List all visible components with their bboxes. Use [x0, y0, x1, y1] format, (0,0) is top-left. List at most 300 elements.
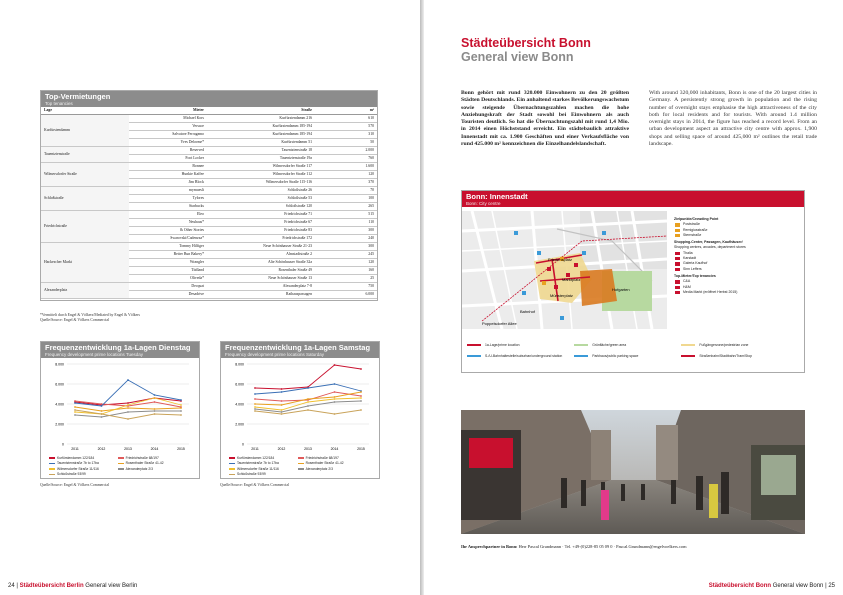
- chart-point: [307, 401, 309, 403]
- table-cell-lage: Wilmersdorfer Straße: [41, 163, 129, 187]
- table-row: [41, 115, 377, 123]
- map-legend-item: [681, 352, 788, 360]
- table-cell: Schloßstraße 120: [207, 203, 315, 211]
- right-page-number: 25: [828, 583, 835, 589]
- table-row: [41, 147, 377, 155]
- chart-point: [101, 405, 103, 407]
- chart-y-tick: 2.000: [55, 422, 64, 427]
- chart-legend-item: [49, 467, 118, 471]
- map-key-swatch: [675, 268, 680, 271]
- map-key-swatch: [675, 252, 680, 255]
- table-cell: Bonnee: [129, 163, 207, 171]
- tenancies-table: [41, 107, 377, 299]
- left-footer: 24 | Städteübersicht Berlin General view Berlin: [8, 583, 138, 589]
- chart-point: [360, 400, 362, 402]
- chart-x-tick: 2012: [97, 447, 106, 451]
- table-cell: Friedrichstraße 172: [207, 235, 315, 243]
- chart-point: [307, 409, 309, 411]
- table-cell: mymuesli: [129, 187, 207, 195]
- chart-point: [254, 410, 256, 412]
- right-footer-title: Städteübersicht Bonn: [708, 583, 772, 589]
- chart-y-tick: 0: [242, 442, 244, 447]
- map-key-label: Galeria Kaufhof: [683, 261, 708, 266]
- chart-point: [74, 400, 76, 402]
- map-legend-item: [467, 352, 574, 360]
- chart-legend-swatch: [298, 468, 304, 470]
- chart-legend-swatch: [118, 463, 124, 465]
- chart-y-tick: 4.000: [55, 402, 64, 407]
- table-cell: Rosenthaler Straße 49: [207, 267, 315, 275]
- chart-y-tick: 8.000: [235, 362, 244, 367]
- map-key-label: H&M: [683, 284, 691, 289]
- map-key-label: Remigiusstraße: [683, 227, 708, 232]
- page-subtitle: General view Bonn: [461, 50, 574, 64]
- chart-legend-item: [118, 467, 187, 471]
- map-key-label: Media Markt (eröffnet Herbst 2015): [683, 289, 738, 294]
- chart-saturday-title: Frequenzentwicklung 1a-Lagen Samstag: [225, 343, 371, 352]
- chart-point: [154, 410, 156, 412]
- chart-legend-label: Rosenthaler Straße 41-42: [125, 461, 164, 466]
- map-key-swatch: [675, 229, 680, 232]
- table-cell: Almstadtstraße 2: [207, 251, 315, 259]
- chart-legend-swatch: [118, 468, 124, 470]
- map-key-swatch: [675, 291, 680, 294]
- chart-legend-item: [298, 461, 367, 465]
- table-cell-lage: Hackescher Markt: [41, 243, 129, 283]
- table-cell: 240: [315, 235, 377, 243]
- chart-x-tick: 2014: [150, 447, 159, 451]
- chart-legend-swatch: [49, 468, 55, 470]
- map-key-label: Poststraße: [683, 222, 700, 227]
- table-cell: Versace: [129, 123, 207, 131]
- chart-point: [281, 400, 283, 402]
- map-label-poppelsdorfer-allee: Poppelsdorfer Allee: [482, 321, 517, 326]
- chart-point: [254, 408, 256, 410]
- contact-details: Herr Pascal Grundmann · Tel. +49-(0)228-85 05 09 0 · Pascal.Grundmann@engelvoelkers.com: [517, 544, 687, 549]
- table-notes: [40, 313, 140, 323]
- table-cell-lage: Friedrichstraße: [41, 211, 129, 243]
- chart-x-tick: 2011: [71, 447, 79, 451]
- table-cell: Neue Schönhauser Straße 13: [207, 275, 315, 283]
- tenancies-table-header: [41, 91, 377, 107]
- city-map[interactable]: [462, 211, 667, 329]
- chart-legend-swatch: [49, 457, 55, 459]
- table-cell: 50: [315, 139, 377, 147]
- chart-point: [307, 387, 309, 389]
- chart-point: [360, 391, 362, 393]
- table-cell: Friedrichstraße 67: [207, 219, 315, 227]
- chart-saturday-subtitle: Frequency development prime locations Saturday: [225, 351, 325, 357]
- chart-x-tick: 2013: [124, 447, 132, 451]
- table-cell: 760: [315, 155, 377, 163]
- chart-saturday-header: [221, 342, 379, 358]
- table-cell: 515: [315, 211, 377, 219]
- chart-point: [334, 398, 336, 400]
- table-cell: 2.000: [315, 147, 377, 155]
- chart-legend-item: [118, 456, 187, 460]
- table-cell: Yves Delorme*: [129, 139, 207, 147]
- map-legend-label: S-/U-Bahnhaltestelle/suburban/underground station: [485, 354, 563, 358]
- table-cell: 110: [315, 219, 377, 227]
- contact-line: [461, 544, 687, 549]
- chart-point: [334, 383, 336, 385]
- map-key-item: [674, 290, 802, 295]
- city-map-graphic: [462, 211, 667, 329]
- chart-legend-swatch: [229, 468, 235, 470]
- chart-legend-item: [298, 467, 367, 471]
- chart-legend-swatch: [229, 457, 235, 459]
- chart-legend-item: [298, 456, 367, 460]
- map-box: [461, 190, 805, 373]
- chart-point: [180, 404, 182, 406]
- table-cell: Alte Schönhauser Straße 32a: [207, 259, 315, 267]
- contact-label: Ihr Ansprechpartner in Bonn:: [461, 544, 518, 549]
- chart-saturday: [220, 341, 380, 479]
- table-cell: Friedrichstraße 83: [207, 227, 315, 235]
- left-footer-subtitle: General view Berlin: [85, 583, 138, 589]
- chart-legend-swatch: [229, 463, 235, 465]
- chart-legend-item: [229, 461, 298, 465]
- table-cell: Decquat: [129, 283, 207, 291]
- chart-point: [127, 404, 129, 406]
- table-row: [41, 211, 377, 219]
- chart-point: [127, 407, 129, 409]
- chart-point: [360, 395, 362, 397]
- chart-saturday-source: Quelle/Source: Engel & Völkers Commercial: [220, 483, 290, 487]
- table-cell: 6.000: [315, 291, 377, 299]
- table-cell: Rathauspassagen: [207, 291, 315, 299]
- table-cell: 265: [315, 203, 377, 211]
- map-label-marktplatz: Marktplatz: [562, 277, 581, 282]
- chart-legend-item: [49, 456, 118, 460]
- map-key-swatch: [675, 286, 680, 289]
- chart-point: [307, 398, 309, 400]
- chart-legend-label: Friedrichstraße 68/197: [305, 456, 339, 460]
- map-key-label: Sinn Leffers: [683, 266, 702, 271]
- chart-legend-label: Kurfürstendamm 122/184: [237, 456, 275, 460]
- map-key-label: C&A: [683, 279, 691, 284]
- chart-point: [180, 410, 182, 412]
- chart-tuesday-plot: [41, 358, 199, 456]
- chart-point: [101, 413, 103, 415]
- table-cell: 610: [315, 115, 377, 123]
- map-key-item: [674, 233, 802, 238]
- table-cell: Tommy Hilfiger: [129, 243, 207, 251]
- chart-series-line: [255, 365, 361, 389]
- map-legend-swatch: [467, 355, 481, 357]
- map-legend-swatch: [574, 355, 588, 357]
- chart-point: [154, 408, 156, 410]
- chart-point: [101, 416, 103, 418]
- table-cell: Wilmersdorfer Straße 117: [207, 163, 315, 171]
- chart-point: [307, 405, 309, 407]
- text-german: Bonn gehört mit rund 320.000 Einwohnern zu den 20 größten Städten Deutschlands. Ein anhaltend starkes Bevölkerungswachstum sowie steigende Übernachtungszahlen machen die hohe Anziehungskraft der Stadt sowohl bei Einwohnern als auch Touristen deutlich. So hat die Übernachtungszahl mit rund 1,4 Mio. in 2014 einen Höchststand erreicht. Ein städtebaulich attraktive Innenstadt mit ca. 1.900 Geschäften und einer Verkaufsfläche von rund 425.000 m² kennzeichnen die Einzelhandelslandschaft.: [461, 90, 629, 148]
- chart-legend-label: Alexanderplatz 2/3: [125, 466, 153, 471]
- table-cell: Jim Block: [129, 179, 207, 187]
- chart-legend-swatch: [298, 463, 304, 465]
- map-label-friedensplatz: Friedensplatz: [548, 257, 573, 262]
- chart-point: [154, 397, 156, 399]
- chart-point: [74, 406, 76, 408]
- street-photo: [461, 410, 805, 534]
- table-header-cell: Lage: [41, 107, 129, 115]
- chart-y-tick: 2.000: [235, 422, 244, 427]
- table-source: Quelle/Source: Engel & Völkers Commercial: [40, 318, 110, 322]
- table-cell: 300: [315, 227, 377, 235]
- map-key-list-3: [674, 279, 802, 295]
- chart-legend-item: [229, 472, 298, 476]
- chart-point: [127, 379, 129, 381]
- table-cell: Schloßstraße 53: [207, 195, 315, 203]
- table-cell: Tiidland: [129, 267, 207, 275]
- map-legend-swatch: [681, 344, 695, 346]
- chart-point: [281, 404, 283, 406]
- chart-legend-swatch: [229, 474, 235, 476]
- table-cell: 100: [315, 195, 377, 203]
- table-cell: 120: [315, 259, 377, 267]
- map-key-heading-1: Zielpunkte/Crowding Point: [674, 217, 719, 221]
- chart-legend-label: Schloßstraße 93/99: [237, 472, 266, 477]
- map-legend-label: Straßenbahn/Stadtbahn/Tram/Stop: [699, 354, 753, 358]
- chart-x-tick: 2011: [251, 447, 259, 451]
- table-cell: Oliveda*: [129, 275, 207, 283]
- chart-point: [180, 399, 182, 401]
- map-label-bahnhof: Bahnhof: [520, 309, 535, 314]
- map-legend-swatch: [467, 344, 481, 346]
- left-page: [0, 0, 420, 595]
- map-legend-label: Parkhaus/public parking space: [592, 354, 639, 358]
- chart-point: [154, 401, 156, 403]
- chart-tuesday-subtitle: Frequency development prime locations Tuesday: [45, 351, 144, 357]
- chart-legend-label: Wilmersdorfer Straße 11/116: [237, 466, 279, 471]
- chart-point: [254, 398, 256, 400]
- table-cell: 750: [315, 283, 377, 291]
- chart-point: [254, 406, 256, 408]
- chart-x-tick: 2013: [304, 447, 312, 451]
- chart-point: [101, 403, 103, 405]
- chart-y-tick: 4.000: [235, 402, 244, 407]
- tenancies-title: Top-Vermietungen: [45, 92, 111, 101]
- table-cell: Tylores: [129, 195, 207, 203]
- chart-legend-item: [118, 461, 187, 465]
- chart-point: [127, 418, 129, 420]
- chart-tuesday: [40, 341, 200, 479]
- chart-point: [281, 413, 283, 415]
- chart-tuesday-legend: [49, 456, 195, 478]
- map-legend-item: [467, 341, 574, 349]
- chart-y-tick: 6.000: [235, 382, 244, 387]
- text-english: With around 320,000 inhabitants, Bonn is one of the 20 largest cities in Germany. A persistently strong growth in population and the rising number of overnight stays emphasise the high attractiveness of the city both for local residents and for tourists. With around 1.4 million overnight stays in 2014, the figure has reached a record level. From an urban development aspect an attractive city centre with approx. 1,900 shops and selling space of around 425,000 m² outlines the retail trade landscape.: [649, 90, 817, 148]
- chart-legend-label: Alexanderplatz 2/3: [305, 466, 333, 471]
- chart-x-tick: 2014: [330, 447, 339, 451]
- table-cell: Michael Kors: [129, 115, 207, 123]
- chart-point: [281, 409, 283, 411]
- chart-legend-item: [229, 456, 298, 460]
- table-cell: 570: [315, 123, 377, 131]
- table-body: [41, 115, 377, 299]
- table-cell: Reserved: [129, 147, 207, 155]
- table-cell: Tauentzienstraße 18: [207, 147, 315, 155]
- chart-point: [101, 410, 103, 412]
- map-subtitle: Bonn: City centre: [466, 200, 501, 206]
- chart-point: [127, 411, 129, 413]
- chart-x-tick: 2015: [177, 447, 185, 451]
- chart-y-tick: 8.000: [55, 362, 64, 367]
- map-key-swatch: [675, 257, 680, 260]
- chart-point: [360, 368, 362, 370]
- chart-point: [180, 407, 182, 409]
- table-cell: Wrangler: [129, 259, 207, 267]
- chart-point: [154, 394, 156, 396]
- chart-saturday-legend: [229, 456, 375, 478]
- map-title: Bonn: Innenstadt: [466, 192, 528, 201]
- table-cell: 245: [315, 251, 377, 259]
- table-cell: Swarovski/Cadenzza*: [129, 235, 207, 243]
- chart-point: [334, 364, 336, 366]
- right-footer-subtitle: General view Bonn: [772, 583, 824, 589]
- table-header-row: [41, 107, 377, 115]
- table-cell: Kurfürstendamm 185-194: [207, 123, 315, 131]
- table-cell: 70: [315, 187, 377, 195]
- table-cell: & Other Stories: [129, 227, 207, 235]
- chart-legend-label: Schloßstraße 93/99: [57, 472, 86, 477]
- map-legend-item: [681, 341, 788, 349]
- map-header: [462, 191, 804, 207]
- table-row: [41, 187, 377, 195]
- chart-tuesday-source: Quelle/Source: Engel & Völkers Commercial: [40, 483, 110, 487]
- map-key-swatch: [675, 280, 680, 283]
- map-key-item: [674, 267, 802, 272]
- table-cell: Wilmersdorfer Straße 112: [207, 171, 315, 179]
- tenancies-table-box: [40, 90, 378, 301]
- chart-point: [254, 403, 256, 405]
- table-cell: Salvatore Ferragamo: [129, 131, 207, 139]
- left-footer-title: Städteübersicht Berlin: [19, 583, 84, 589]
- map-key: [674, 215, 802, 295]
- chart-legend-swatch: [298, 457, 304, 459]
- table-cell: Eleo: [129, 211, 207, 219]
- map-legend-swatch: [681, 355, 695, 357]
- table-cell: Foot Locker: [129, 155, 207, 163]
- map-key-swatch: [675, 262, 680, 265]
- chart-point: [334, 396, 336, 398]
- table-cell: 1.600: [315, 163, 377, 171]
- left-page-number: 24: [8, 583, 15, 589]
- table-cell: 300: [315, 243, 377, 251]
- chart-legend-label: Tauentzienstraße 7b to 17ba: [237, 461, 279, 466]
- map-legend: [467, 341, 802, 363]
- map-key-label: Sternstraße: [683, 232, 702, 237]
- street-photo-graphic: [461, 410, 805, 534]
- chart-x-tick: 2012: [277, 447, 286, 451]
- table-header-cell: m²: [315, 107, 377, 115]
- chart-legend-swatch: [49, 474, 55, 476]
- chart-point: [180, 414, 182, 416]
- chart-point: [74, 414, 76, 416]
- table-cell: 160: [315, 267, 377, 275]
- chart-point: [334, 391, 336, 393]
- map-key-heading-2: Shopping-Center, Passagen, Kaufhäuser/: [674, 240, 743, 245]
- chart-legend-label: Friedrichstraße 68/197: [125, 456, 159, 460]
- chart-point: [74, 409, 76, 411]
- table-cell-lage: Kurfürstendamm: [41, 115, 129, 147]
- chart-point: [360, 397, 362, 399]
- map-key-list-2: [674, 251, 802, 272]
- table-cell-lage: Schloßstraße: [41, 187, 129, 211]
- map-key-heading-2b: Shopping centres, arcades, department stores: [674, 245, 746, 250]
- chart-saturday-plot: [221, 358, 379, 456]
- table-cell: Kurfürstendamm 216: [207, 115, 315, 123]
- chart-legend-label: Tauentzienstraße 7b to 17ba: [57, 461, 99, 466]
- map-key-label: Karstadt: [683, 256, 697, 261]
- chart-point: [154, 413, 156, 415]
- chart-point: [334, 401, 336, 403]
- map-key-swatch: [675, 234, 680, 237]
- chart-y-tick: 6.000: [55, 382, 64, 387]
- chart-point: [281, 388, 283, 390]
- table-cell: 25: [315, 275, 377, 283]
- map-label-hofgarten: Hofgarten: [612, 287, 630, 292]
- chart-legend-item: [229, 467, 298, 471]
- chart-point: [360, 409, 362, 411]
- table-cell-lage: Tauentzienstraße: [41, 147, 129, 163]
- table-cell: Friedrichstraße 71: [207, 211, 315, 219]
- chart-point: [281, 411, 283, 413]
- table-cell: Better Bun Bakery*: [129, 251, 207, 259]
- map-legend-label: 1a-Lage/prime location: [485, 343, 520, 347]
- table-cell: Kurfürstendamm 185-194: [207, 131, 315, 139]
- map-key-label: Thalia: [683, 250, 693, 255]
- chart-point: [127, 402, 129, 404]
- map-legend-label: Fußgängerzone/pedestrian zone: [699, 343, 749, 347]
- chart-point: [74, 411, 76, 413]
- chart-point: [254, 393, 256, 395]
- table-cell: Desadrive: [129, 291, 207, 299]
- table-cell-lage: Alexanderplatz: [41, 283, 129, 299]
- chart-legend-label: Kurfürstendamm 122/184: [57, 456, 95, 460]
- table-header-cell: Straße: [207, 107, 315, 115]
- table-cell: Kurfürstendamm 51: [207, 139, 315, 147]
- chart-point: [334, 413, 336, 415]
- table-cell: Starbucks: [129, 203, 207, 211]
- table-header-cell: Mieter: [129, 107, 207, 115]
- table-cell: Alexanderplatz 7-8: [207, 283, 315, 291]
- table-row: [41, 243, 377, 251]
- map-key-list-1: [674, 222, 802, 238]
- chart-point: [254, 387, 256, 389]
- table-cell: Tauentzienstraße 19a: [207, 155, 315, 163]
- chart-point: [281, 391, 283, 393]
- table-cell: 120: [315, 171, 377, 179]
- table-row: [41, 283, 377, 291]
- tenancies-subtitle: Top tenancies: [45, 100, 73, 106]
- chart-x-tick: 2015: [357, 447, 365, 451]
- table-row: [41, 163, 377, 171]
- map-label-muensterplatz: Münsterplatz: [550, 293, 573, 298]
- table-cell: 370: [315, 179, 377, 187]
- chart-legend-swatch: [49, 463, 55, 465]
- chart-legend-swatch: [118, 457, 124, 459]
- chart-legend-item: [49, 472, 118, 476]
- chart-y-tick: 0: [62, 442, 64, 447]
- chart-legend-label: Rosenthaler Straße 41-42: [305, 461, 344, 466]
- map-legend-item: [574, 341, 681, 349]
- table-cell: Neue Schönhauser Straße 21-23: [207, 243, 315, 251]
- chart-tuesday-title: Frequenzentwicklung 1a-Lagen Dienstag: [45, 343, 191, 352]
- map-legend-item: [574, 352, 681, 360]
- table-footnote: *Vermittelt durch Engel & Völkers/Mediated by Engel & Völkers: [40, 313, 141, 317]
- right-footer: Städteübersicht Bonn General view Bonn | 25: [708, 583, 835, 589]
